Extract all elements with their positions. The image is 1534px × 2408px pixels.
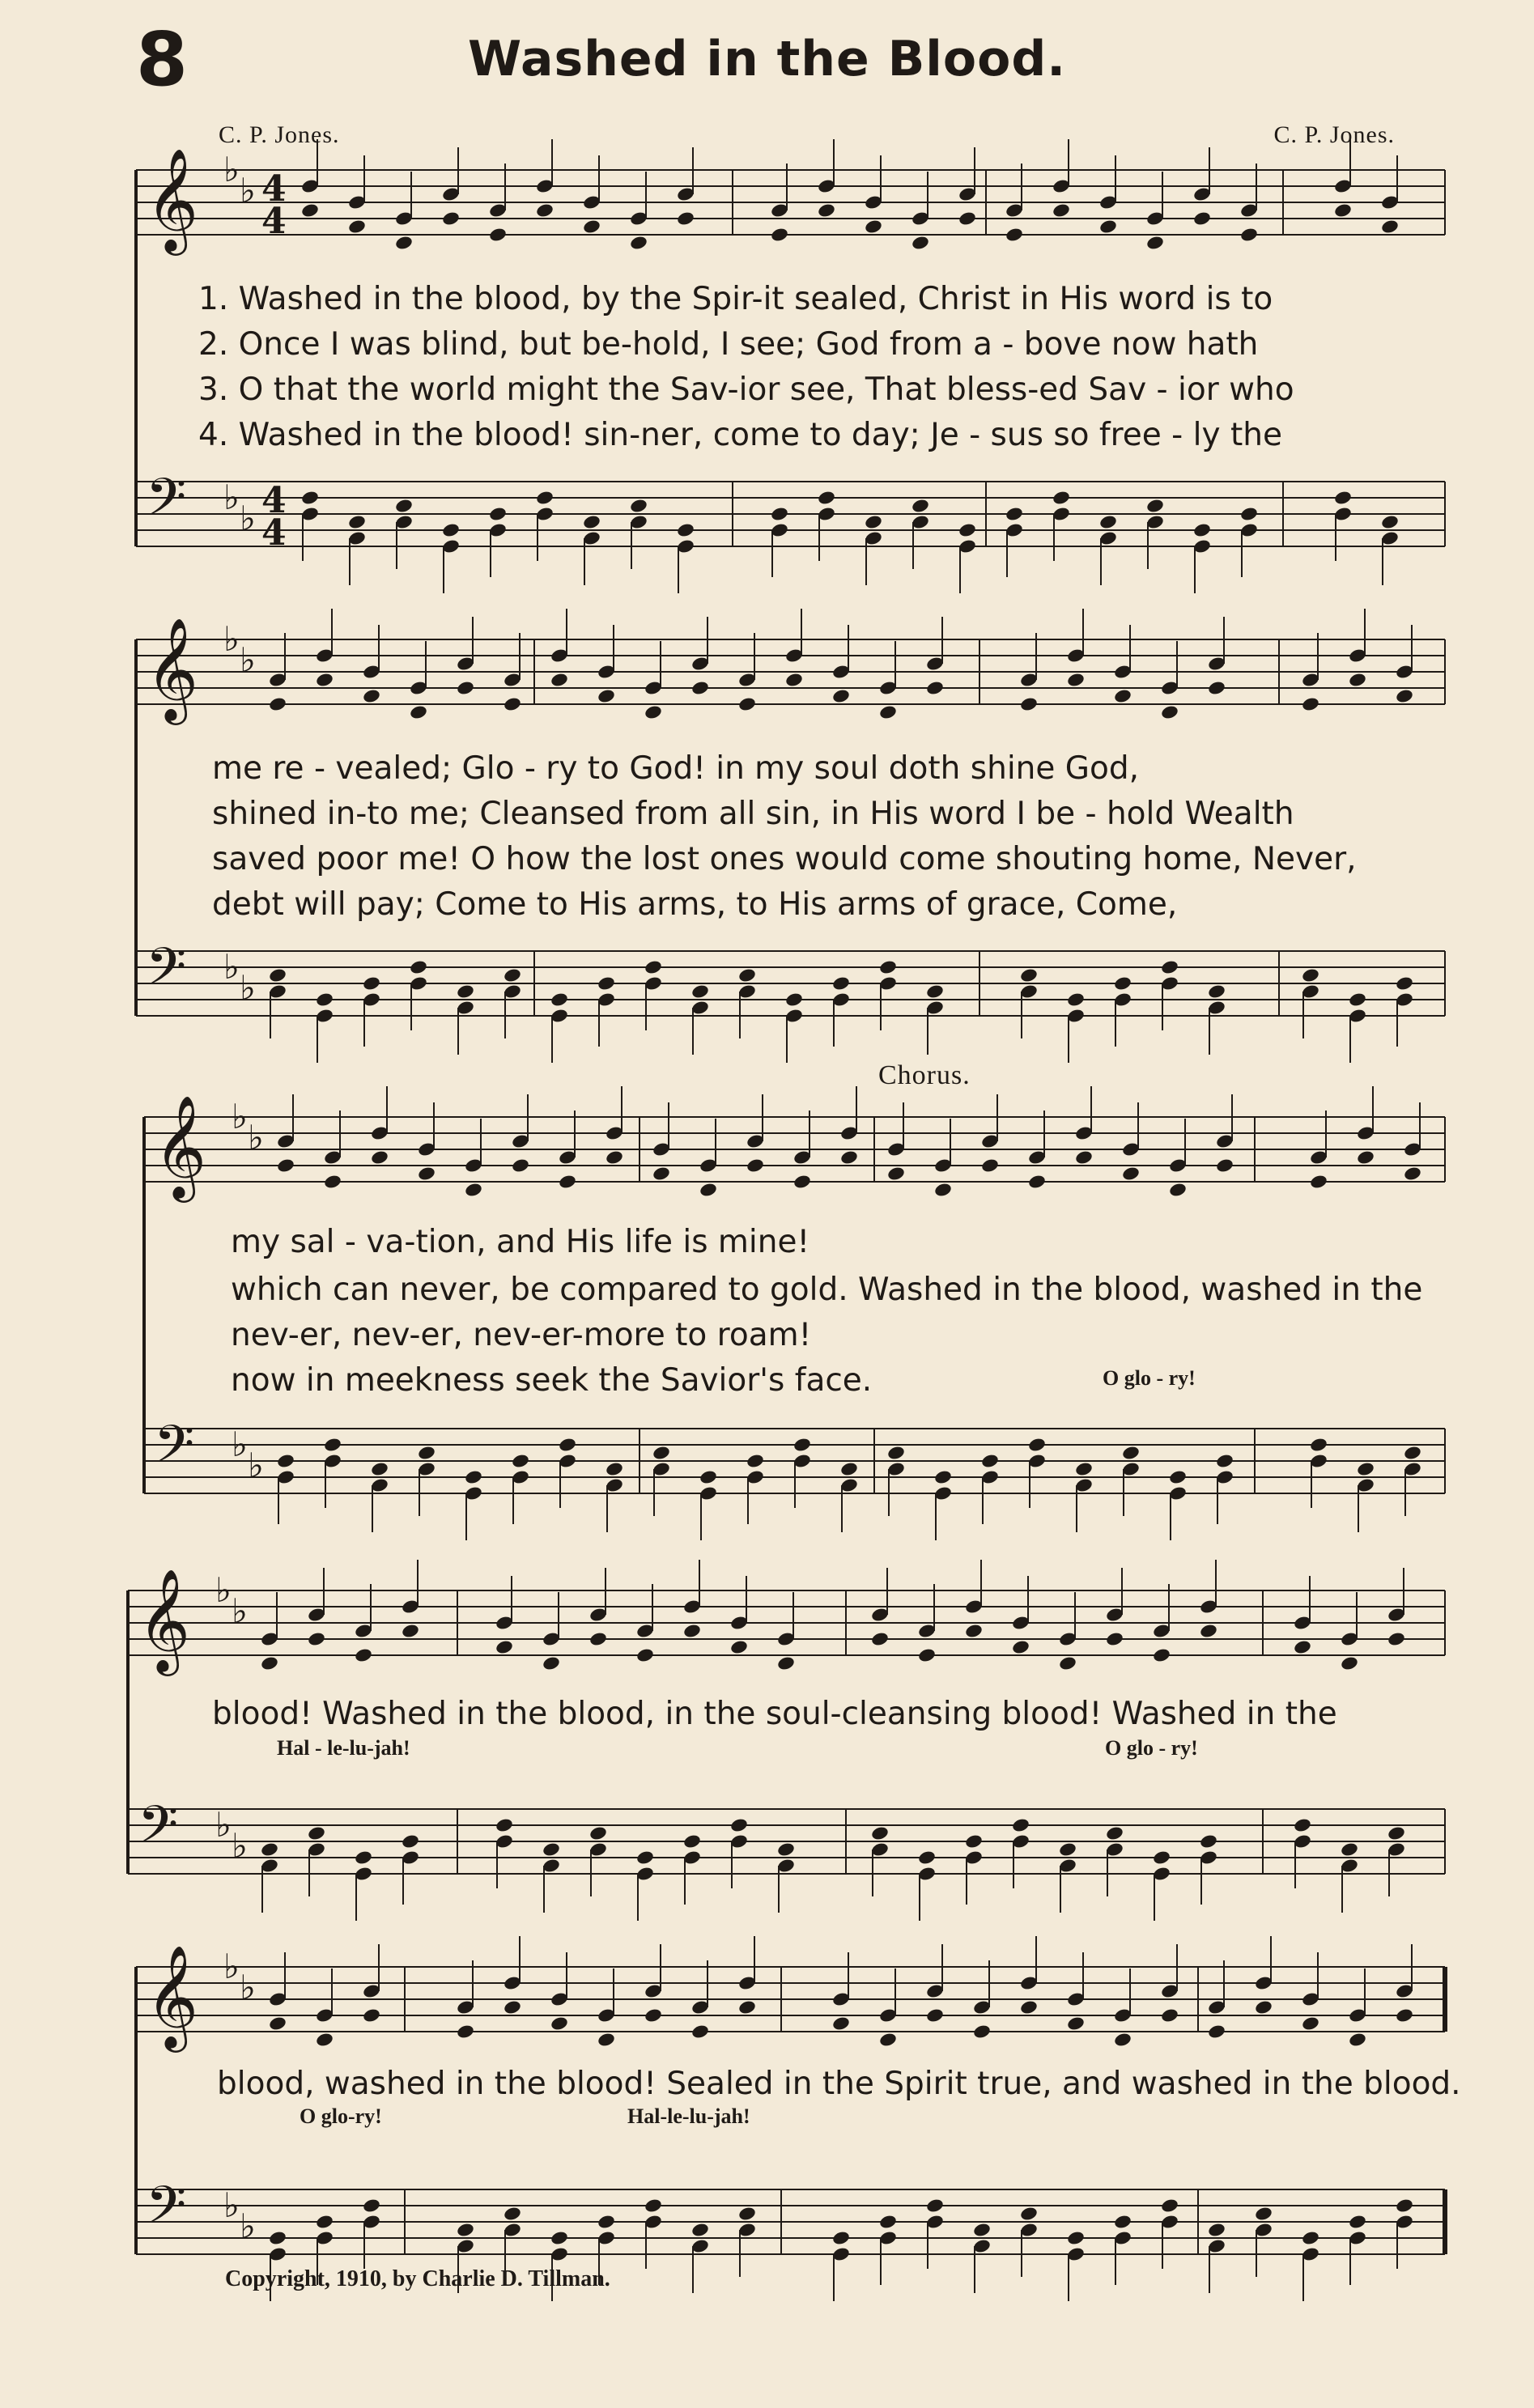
notehead: [864, 219, 883, 235]
notehead: [1074, 1461, 1094, 1477]
notehead: [1052, 202, 1071, 219]
notehead: [878, 2032, 898, 2048]
notehead: [1011, 1817, 1030, 1833]
notehead: [1066, 2230, 1086, 2246]
notehead: [691, 680, 710, 696]
notehead: [1152, 1647, 1171, 1663]
notehead: [1160, 704, 1179, 720]
notehead: [1121, 1445, 1141, 1461]
lyric-line: saved poor me! O how the lost ones would come shouting home, Never,: [212, 841, 1357, 877]
treble-clef: 𝄞: [138, 1568, 191, 1671]
notehead: [737, 967, 757, 983]
notehead: [362, 975, 381, 992]
notehead: [635, 1647, 655, 1663]
notehead: [1301, 967, 1320, 983]
notehead: [441, 522, 461, 538]
notehead: [1192, 210, 1212, 227]
notehead: [878, 704, 898, 720]
notehead: [1301, 696, 1320, 712]
notehead: [925, 680, 945, 696]
notehead: [1207, 2024, 1226, 2040]
notehead: [1027, 1437, 1047, 1453]
notehead: [817, 490, 836, 506]
notehead: [542, 1841, 561, 1858]
notehead: [550, 2015, 569, 2032]
treble-clef: 𝄞: [154, 1094, 207, 1198]
notehead: [550, 2230, 569, 2246]
notehead: [676, 522, 695, 538]
notehead: [1145, 235, 1165, 251]
notehead: [776, 1841, 796, 1858]
notehead: [1309, 1437, 1328, 1453]
notehead: [1403, 1445, 1422, 1461]
notehead: [1301, 2230, 1320, 2246]
lyric-line: shined in-to me; Cleansed from all sin, in His word I be - hold Wealth: [212, 796, 1294, 832]
notehead: [1145, 498, 1165, 514]
notehead: [550, 992, 569, 1008]
notehead: [629, 498, 648, 514]
bass-clef: 𝄢: [146, 468, 187, 541]
notehead: [652, 1166, 671, 1182]
notehead: [1254, 2206, 1273, 2222]
key-signature-flat: ♭: [248, 1446, 264, 1485]
notehead: [417, 1166, 436, 1182]
notehead: [886, 1445, 906, 1461]
notehead: [1098, 514, 1118, 530]
notehead: [1395, 975, 1414, 992]
notehead: [488, 506, 508, 522]
notehead: [456, 2222, 475, 2238]
notehead: [1239, 227, 1259, 243]
lyric-line: 2. Once I was blind, but be-hold, I see; God from a - bove now hath: [198, 326, 1259, 363]
key-signature-flat: ♭: [232, 1826, 248, 1866]
notehead: [958, 522, 977, 538]
notehead: [323, 1437, 342, 1453]
notehead: [1005, 227, 1024, 243]
key-signature-flat: ♭: [223, 1947, 240, 1986]
notehead: [784, 992, 804, 1008]
notehead: [1058, 1655, 1077, 1671]
notehead: [1019, 2206, 1039, 2222]
notehead: [260, 1841, 279, 1858]
notehead: [933, 1182, 953, 1198]
notehead: [370, 1461, 389, 1477]
notehead: [925, 983, 945, 1000]
notehead: [589, 1631, 608, 1647]
notehead: [542, 1655, 561, 1671]
notehead: [605, 1461, 624, 1477]
notehead: [268, 967, 287, 983]
notehead: [1395, 2007, 1414, 2024]
notehead: [1168, 1469, 1188, 1485]
notehead: [644, 704, 663, 720]
notehead: [323, 1174, 342, 1190]
bass-echo-text: O glo-ry!: [300, 2104, 382, 2128]
notehead: [1239, 506, 1259, 522]
notehead: [401, 1833, 420, 1850]
lyric-line: debt will pay; Come to His arms, to His arms of grace, Come,: [212, 886, 1178, 923]
notehead: [362, 2007, 381, 2024]
lyric-line: me re - vealed; Glo - ry to God! in my soul doth shine God,: [212, 750, 1140, 787]
notehead: [511, 1157, 530, 1174]
notehead: [699, 1469, 718, 1485]
lyric-line: which can never, be compared to gold. Washed in the blood, washed in the: [231, 1272, 1423, 1308]
notehead: [792, 1174, 812, 1190]
key-signature-flat: ♭: [240, 640, 256, 680]
key-signature-flat: ♭: [232, 1425, 248, 1464]
chorus-label: Chorus.: [878, 1060, 971, 1090]
notehead: [644, 959, 663, 975]
notehead: [456, 2024, 475, 2040]
notehead: [307, 1825, 326, 1841]
notehead: [394, 235, 414, 251]
notehead: [933, 1469, 953, 1485]
notehead: [1348, 2214, 1367, 2230]
bass-clef: 𝄢: [154, 1415, 195, 1488]
notehead: [354, 1850, 373, 1866]
notehead: [597, 2214, 616, 2230]
hymn-number: 8: [136, 16, 189, 103]
hymn-title: Washed in the Blood.: [467, 31, 1067, 87]
notehead: [582, 219, 601, 235]
notehead: [276, 1453, 295, 1469]
notehead: [495, 1817, 514, 1833]
notehead: [1301, 2015, 1320, 2032]
lyric-line: 4. Washed in the blood! sin-ner, come to day; Je - sus so free - ly the: [198, 417, 1282, 453]
treble-clef: 𝄞: [146, 147, 199, 251]
notehead: [1105, 1825, 1124, 1841]
notehead: [925, 2198, 945, 2214]
notehead: [817, 202, 836, 219]
notehead: [878, 959, 898, 975]
key-signature-flat: ♭: [215, 1805, 232, 1845]
notehead: [770, 506, 789, 522]
lyric-line: my sal - va-tion, and His life is mine!: [231, 1224, 810, 1260]
notehead: [535, 202, 555, 219]
notehead: [1192, 522, 1212, 538]
notehead: [1121, 1166, 1141, 1182]
lyric-line: nev-er, nev-er, nev-er-more to roam!: [231, 1317, 812, 1353]
notehead: [792, 1437, 812, 1453]
key-signature-flat: ♭: [223, 947, 240, 987]
notehead: [315, 672, 334, 688]
lyric-line: blood, washed in the blood! Sealed in the Spirit true, and washed in the blood.: [217, 2066, 1461, 2102]
notehead: [691, 2024, 710, 2040]
notehead: [1356, 1461, 1375, 1477]
notehead: [1340, 1655, 1359, 1671]
key-signature-flat: ♭: [223, 478, 240, 517]
music-credit: C. P. Jones.: [1273, 121, 1395, 148]
notehead: [972, 2024, 992, 2040]
notehead: [582, 514, 601, 530]
bass-echo-text: O glo - ry!: [1103, 1366, 1196, 1390]
treble-clef: 𝄞: [146, 617, 199, 720]
notehead: [1005, 506, 1024, 522]
key-signature-flat: ♭: [215, 1570, 232, 1610]
notehead: [511, 1453, 530, 1469]
notehead: [394, 498, 414, 514]
bass-clef: 𝄢: [146, 937, 187, 1010]
notehead: [911, 498, 930, 514]
lyric-line: 1. Washed in the blood, by the Spir-it sealed, Christ in His word is to: [198, 281, 1273, 317]
notehead: [456, 983, 475, 1000]
key-signature-flat: ♭: [248, 1118, 264, 1157]
notehead: [1403, 1166, 1422, 1182]
notehead: [456, 680, 475, 696]
notehead: [870, 1825, 890, 1841]
notehead: [1387, 1825, 1406, 1841]
notehead: [276, 1157, 295, 1174]
notehead: [911, 235, 930, 251]
notehead: [870, 1631, 890, 1647]
notehead: [1207, 680, 1226, 696]
notehead: [964, 1833, 984, 1850]
notehead: [958, 210, 977, 227]
notehead: [917, 1647, 937, 1663]
notehead: [878, 2214, 898, 2230]
notehead: [1019, 967, 1039, 983]
notehead: [315, 992, 334, 1008]
notehead: [729, 1639, 749, 1655]
notehead: [682, 1833, 702, 1850]
notehead: [1066, 992, 1086, 1008]
bass-clef: 𝄢: [146, 2176, 187, 2249]
notehead: [315, 2214, 334, 2230]
notehead: [495, 1639, 514, 1655]
notehead: [1113, 2032, 1132, 2048]
notehead: [1348, 2032, 1367, 2048]
notehead: [1113, 975, 1132, 992]
notehead: [644, 2198, 663, 2214]
notehead: [347, 219, 367, 235]
notehead: [535, 490, 555, 506]
key-signature-flat: ♭: [223, 619, 240, 659]
notehead: [558, 1437, 577, 1453]
notehead: [1348, 992, 1367, 1008]
bass-clef: 𝄢: [138, 1795, 179, 1868]
notehead: [1309, 1174, 1328, 1190]
notehead: [362, 688, 381, 704]
key-signature-flat: ♭: [240, 1968, 256, 2007]
notehead: [558, 1174, 577, 1190]
notehead: [260, 1655, 279, 1671]
notehead: [1160, 959, 1179, 975]
notehead: [1160, 2007, 1179, 2024]
time-signature: 4: [261, 168, 287, 210]
notehead: [1356, 1149, 1375, 1166]
notehead: [784, 672, 804, 688]
notehead: [1380, 219, 1400, 235]
bass-echo-text: Hal - le-lu-jah!: [277, 1736, 410, 1760]
notehead: [1113, 2214, 1132, 2230]
notehead: [746, 1453, 765, 1469]
notehead: [464, 1182, 483, 1198]
time-signature: 4: [261, 480, 287, 521]
notehead: [300, 202, 320, 219]
notehead: [1027, 1174, 1047, 1190]
notehead: [737, 2206, 757, 2222]
notehead: [441, 210, 461, 227]
notehead: [597, 688, 616, 704]
notehead: [1333, 490, 1353, 506]
notehead: [1066, 672, 1086, 688]
treble-clef: 𝄞: [146, 1944, 199, 2048]
notehead: [1387, 1631, 1406, 1647]
time-signature: 4: [261, 201, 287, 242]
notehead: [268, 2015, 287, 2032]
notehead: [635, 1850, 655, 1866]
words-credit: C. P. Jones.: [219, 121, 340, 148]
notehead: [652, 1445, 671, 1461]
notehead: [1395, 688, 1414, 704]
notehead: [597, 2032, 616, 2048]
notehead: [1207, 983, 1226, 1000]
notehead: [831, 688, 851, 704]
notehead: [370, 1149, 389, 1166]
notehead: [347, 514, 367, 530]
notehead: [1207, 2222, 1226, 2238]
notehead: [839, 1461, 859, 1477]
notehead: [691, 983, 710, 1000]
notehead: [917, 1850, 937, 1866]
notehead: [503, 2206, 522, 2222]
notehead: [980, 1453, 1000, 1469]
notehead: [550, 672, 569, 688]
key-signature-flat: ♭: [240, 2206, 256, 2246]
key-signature-flat: ♭: [240, 499, 256, 538]
notehead: [691, 2222, 710, 2238]
notehead: [1333, 202, 1353, 219]
notehead: [503, 967, 522, 983]
key-signature-flat: ♭: [223, 2185, 240, 2225]
notehead: [1340, 1841, 1359, 1858]
bass-echo-text: O glo - ry!: [1105, 1736, 1198, 1760]
notehead: [831, 2015, 851, 2032]
notehead: [676, 210, 695, 227]
notehead: [682, 1623, 702, 1639]
notehead: [864, 514, 883, 530]
notehead: [1199, 1833, 1218, 1850]
notehead: [1199, 1623, 1218, 1639]
notehead: [464, 1469, 483, 1485]
notehead: [1380, 514, 1400, 530]
notehead: [1066, 2015, 1086, 2032]
notehead: [605, 1149, 624, 1166]
notehead: [1019, 696, 1039, 712]
key-signature-flat: ♭: [240, 968, 256, 1008]
notehead: [315, 2032, 334, 2048]
lyric-line: blood! Washed in the blood, in the soul-cleansing blood! Washed in the: [212, 1696, 1337, 1732]
notehead: [1058, 1841, 1077, 1858]
notehead: [488, 227, 508, 243]
bass-echo-text: Hal-le-lu-jah!: [627, 2104, 750, 2128]
key-signature-flat: ♭: [240, 171, 256, 210]
notehead: [737, 696, 757, 712]
notehead: [1160, 2198, 1179, 2214]
notehead: [1215, 1157, 1234, 1174]
notehead: [1168, 1182, 1188, 1198]
notehead: [1105, 1631, 1124, 1647]
notehead: [417, 1445, 436, 1461]
notehead: [699, 1182, 718, 1198]
notehead: [268, 696, 287, 712]
notehead: [980, 1157, 1000, 1174]
notehead: [972, 2222, 992, 2238]
key-signature-flat: ♭: [232, 1591, 248, 1631]
notehead: [746, 1157, 765, 1174]
notehead: [503, 696, 522, 712]
notehead: [1152, 1850, 1171, 1866]
notehead: [1293, 1639, 1312, 1655]
notehead: [268, 2230, 287, 2246]
notehead: [354, 1647, 373, 1663]
notehead: [1254, 1999, 1273, 2015]
notehead: [409, 959, 428, 975]
notehead: [1011, 1639, 1030, 1655]
notehead: [770, 227, 789, 243]
notehead: [925, 2007, 945, 2024]
notehead: [409, 704, 428, 720]
notehead: [401, 1623, 420, 1639]
notehead: [737, 1999, 757, 2015]
lyric-line: now in meekness seek the Savior's face.: [231, 1362, 873, 1399]
notehead: [1395, 2198, 1414, 2214]
notehead: [1113, 688, 1132, 704]
notehead: [1019, 1999, 1039, 2015]
notehead: [839, 1149, 859, 1166]
key-signature-flat: ♭: [223, 150, 240, 189]
notehead: [964, 1623, 984, 1639]
notehead: [589, 1825, 608, 1841]
notehead: [1098, 219, 1118, 235]
copyright-notice: Copyright, 1910, by Charlie D. Tillman.: [225, 2266, 610, 2291]
notehead: [503, 1999, 522, 2015]
notehead: [1293, 1817, 1312, 1833]
notehead: [307, 1631, 326, 1647]
notehead: [831, 975, 851, 992]
lyric-line: 3. O that the world might the Sav-ior see, That bless-ed Sav - ior who: [198, 372, 1294, 408]
notehead: [1074, 1149, 1094, 1166]
notehead: [1215, 1453, 1234, 1469]
notehead: [831, 2230, 851, 2246]
key-signature-flat: ♭: [232, 1097, 248, 1136]
notehead: [1348, 672, 1367, 688]
notehead: [729, 1817, 749, 1833]
notehead: [300, 490, 320, 506]
notehead: [886, 1166, 906, 1182]
time-signature: 4: [261, 512, 287, 554]
notehead: [776, 1655, 796, 1671]
notehead: [362, 2198, 381, 2214]
notehead: [629, 235, 648, 251]
notehead: [644, 2007, 663, 2024]
notehead: [1052, 490, 1071, 506]
notehead: [597, 975, 616, 992]
